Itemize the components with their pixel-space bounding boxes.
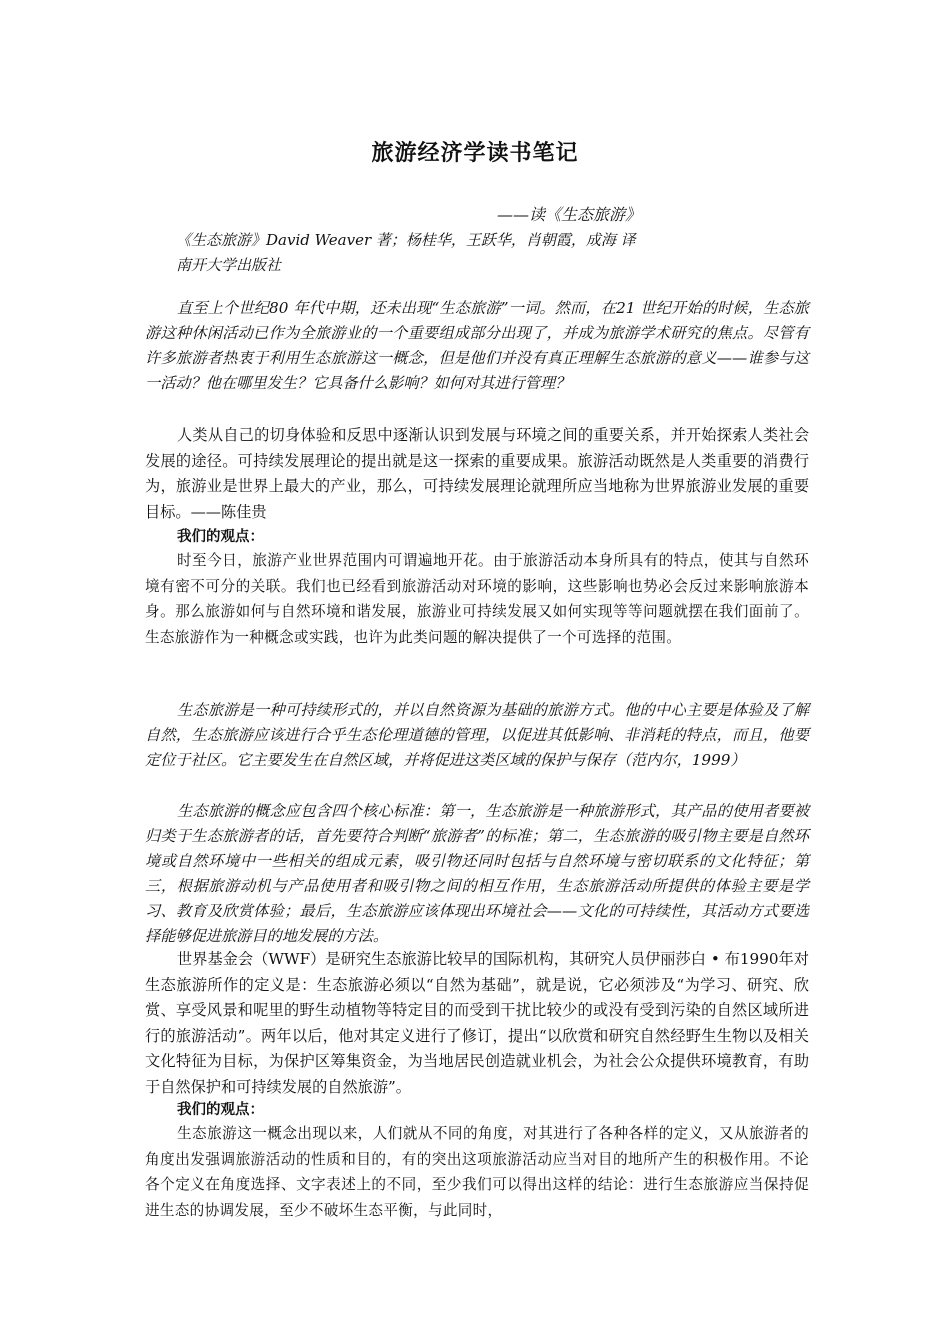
paragraph-wwf-definition: 世界基金会（WWF）是研究生态旅游比较早的国际机构，其研究人员伊丽莎白 • 布1990年对生态旅游所作的定义是：生态旅游必须以“自然为基础”，就是说，它必须涉及“为学习、研究、欣赏、享受风景和呢里的野生动植物等特定目的而受到干扰比较少的或没有受到污染的自然区域所进行的旅游活动”。两年以后，他对其定义进行了修订，提出“以欣赏和研究自然经野生生物以及相关文化特征为目标，为保护区筹集资金，为当地居民创造就业机会，为社会公众提供环境教育，有助于自然保护和可持续发展的自然旅游”。 xyxy=(145,950,809,1096)
section-heading-our-view-1: 我们的观点： xyxy=(177,528,264,545)
document-title: 旅游经济学读书笔记 xyxy=(371,140,579,166)
document-subtitle: ——读《生态旅游》 xyxy=(497,205,642,224)
paragraph-our-view-1: 时至今日，旅游产业世界范围内可谓遍地开花。由于旅游活动本身所具有的特点，使其与自然环境有密不可分的关联。我们也已经看到旅游活动对环境的影响，这些影响也势必会反过来影响旅游本身。那么旅游如何与自然环境和谐发展，旅游业可持续发展又如何实现等等问题就摆在我们面前了。生态旅游作为一种概念或实践，也许为此类问题的解决提供了一个可选择的范围。 xyxy=(145,552,809,646)
publisher: 南开大学出版社 xyxy=(176,256,282,274)
section-heading-our-view-2: 我们的观点： xyxy=(177,1101,264,1118)
paragraph-four-criteria: 生态旅游的概念应包含四个核心标准：第一，生态旅游是一种旅游形式，其产品的使用者要被归类于生态旅游者的话，首先要符合判断“旅游者”的标准；第二，生态旅游的吸引物主要是自然环境或自然环境中一些相关的组成元素，吸引物还同时包括与自然环境与密切联系的文化特征；第三，根据旅游动机与产品使用者和吸引物之间的相互作用，生态旅游活动所提供的体验主要是学习、教育及欣赏体验；最后，生态旅游应该体现出环境社会——文化的可持续性，其活动方式要选择能够促进旅游目的地发展的方法。 xyxy=(145,802,809,945)
paragraph-intro-quote: 直至上个世纪80 年代中期，还未出现“生态旅游”一词。然而，在21 世纪开始的时候，生态旅游这种休闲活动已作为全旅游业的一个重要组成部分出现了，并成为旅游学术研究的焦点。尽管有许多旅游者热衷于利用生态旅游这一概念，但是他们并没有真正理解生态旅游的意义——谁参与这一活动？他在哪里发生？它具备什么影响？如何对其进行管理？ xyxy=(145,299,809,392)
paragraph-ecotourism-definition: 生态旅游是一种可持续形式的，并以自然资源为基础的旅游方式。他的中心主要是体验及了解自然，生态旅游应该进行合乎生态伦理道德的管理，以促进其低影响、非消耗的特点，而且，他要定位于社区。它主要发生在自然区域，并将促进这类区域的保护与保存（范内尔，1999） xyxy=(145,701,809,769)
paragraph-sustainable-quote: 人类从自己的切身体验和反思中逐渐认识到发展与环境之间的重要关系，并开始探索人类社会发展的途径。可持续发展理论的提出就是这一探索的重要成果。旅游活动既然是人类重要的消费行为，旅游业是世界上最大的产业，那么，可持续发展理论就理所应当地称为世界旅游业发展的重要目标。——陈佳贵 xyxy=(145,426,809,521)
book-info: 《生态旅游》David Weaver 著；杨桂华，王跃华，肖朝霞，成海 译 xyxy=(176,231,636,249)
paragraph-our-view-2: 生态旅游这一概念出现以来，人们就从不同的角度，对其进行了各种各样的定义，又从旅游者的角度出发强调旅游活动的性质和目的，有的突出这项旅游活动应当对目的地所产生的积极作用。不论各个定义在角度选择、文字表述上的不同，至少我们可以得出这样的结论：进行生态旅游应当保持促进生态的协调发展，至少不破坏生态平衡，与此同时， xyxy=(145,1125,809,1219)
